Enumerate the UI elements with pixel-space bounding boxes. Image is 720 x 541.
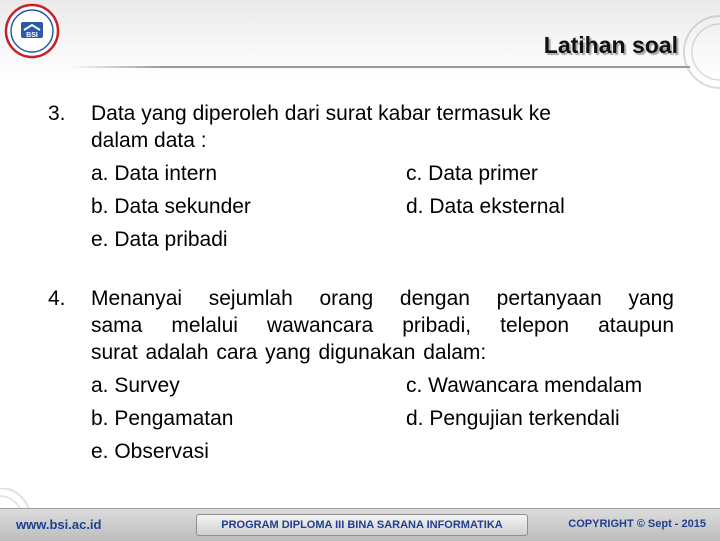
option-e: e. Observasi [91, 440, 209, 463]
bsi-watermark-icon [676, 10, 720, 130]
option-b: b. Pengamatan [91, 407, 234, 430]
page-title: Latihan soal [543, 32, 678, 58]
question-3 [48, 100, 668, 256]
options-row [91, 402, 674, 435]
question-text-line: surat adalah cara yang digunakan dalam: [91, 341, 487, 364]
question-text-line: sama melalui wawancara pribadi, telepon ataupun [91, 314, 674, 337]
option-a: a. Data intern [91, 162, 218, 185]
logo-text: BSI [26, 32, 38, 39]
option-c: c. Data primer [406, 162, 538, 185]
question-text [91, 100, 668, 154]
footer-program: PROGRAM DIPLOMA III BINA SARANA INFORMATIKA [196, 514, 528, 536]
option-e: e. Data pribadi [91, 228, 228, 251]
options-row [91, 435, 674, 468]
bsi-logo-icon [2, 0, 62, 62]
options-row [91, 190, 668, 223]
footer-copyright: COPYRIGHT © Sept - 2015 [568, 518, 706, 530]
question-text-line: dalam data : [91, 129, 207, 152]
header-divider [70, 66, 690, 68]
question-text-line: Data yang diperoleh dari surat kabar termasuk ke [91, 102, 551, 125]
options-list [91, 369, 674, 468]
options-list [91, 157, 668, 256]
question-4 [48, 285, 674, 468]
option-c: c. Wawancara mendalam [406, 374, 643, 397]
question-number: 3. [48, 102, 66, 125]
options-row [91, 157, 668, 190]
footer-website: www.bsi.ac.id [16, 517, 102, 532]
option-a: a. Survey [91, 374, 180, 397]
option-b: b. Data sekunder [91, 195, 251, 218]
option-d: d. Pengujian terkendali [406, 407, 620, 430]
question-number: 4. [48, 287, 66, 310]
option-d: d. Data eksternal [406, 195, 565, 218]
footer-bar [0, 508, 720, 541]
options-row [91, 223, 668, 256]
question-text-line: Menanyai sejumlah orang dengan pertanyaan yang [91, 287, 674, 310]
question-text [91, 285, 674, 366]
options-row [91, 369, 674, 402]
